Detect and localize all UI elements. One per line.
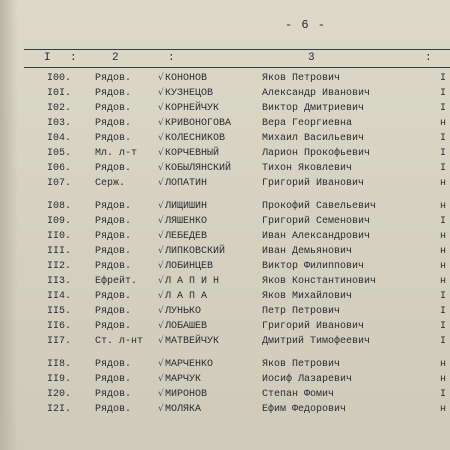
check-mark: √ [158,133,164,143]
status-code: I [440,73,447,84]
status-code: н [440,118,447,129]
given-name: Степан Фомич [262,389,335,400]
column-header-2: 2 [112,52,119,64]
column-separator: : [168,52,175,64]
surname: МАТВЕЙЧУК [165,336,220,347]
surname: ЛОБИНЦЕВ [165,261,214,272]
check-mark: √ [158,88,164,98]
check-mark: √ [158,374,164,384]
status-code: н [440,178,447,189]
rank: Рядов. [95,103,132,114]
check-mark: √ [158,73,164,83]
row-number: II8. [47,359,72,370]
page-number: - 6 - [285,18,327,32]
rank: Рядов. [95,389,132,400]
list-item [0,321,450,336]
row-number: II9. [47,374,72,385]
list-item [0,118,450,133]
status-code: I [440,148,447,159]
status-code: I [440,163,447,174]
row-number: II7. [47,336,72,347]
row-number: I2I. [47,404,72,415]
rank: Рядов. [95,261,132,272]
list-item [0,178,450,193]
column-header-1: I [44,52,51,64]
status-code: I [440,389,447,400]
list-item [0,374,450,389]
list-item [0,133,450,148]
given-name: Иван Александрович [262,231,371,242]
status-code: н [440,374,447,385]
status-code: I [440,103,447,114]
list-item [0,163,450,178]
check-mark: √ [158,261,164,271]
check-mark: √ [158,276,164,286]
surname: Л А П А [165,291,208,302]
check-mark: √ [158,148,164,158]
rank: Ефрейт. [95,276,138,287]
rank: Рядов. [95,321,132,332]
rank: Рядов. [95,404,132,415]
status-code: н [440,404,447,415]
row-number: II4. [47,291,72,302]
given-name: Иосиф Лазаревич [262,374,353,385]
status-code: н [440,359,447,370]
surname: КРИВОНОГОВА [165,118,232,129]
surname: КОЛЕСНИКОВ [165,133,226,144]
row-number: I04. [47,133,72,144]
rank: Рядов. [95,118,132,129]
surname: ЛИПКОВСКИЙ [165,246,226,257]
surname: КОНОНОВ [165,73,208,84]
given-name: Дмитрий Тимофеевич [262,336,371,347]
given-name: Григорий Иванович [262,321,365,332]
row-number: II2. [47,261,72,272]
status-code: I [440,321,447,332]
list-item [0,276,450,291]
row-number: III. [47,246,72,257]
list-item [0,148,450,163]
rank: Рядов. [95,88,132,99]
row-number: I20. [47,389,72,400]
row-number: I07. [47,178,72,189]
list-item [0,88,450,103]
rank: Мл. л-т [95,148,138,159]
list-item [0,336,450,351]
list-item [0,246,450,261]
row-number: II3. [47,276,72,287]
check-mark: √ [158,336,164,346]
list-item [0,216,450,231]
row-number: II0. [47,231,72,242]
status-code: н [440,261,447,272]
row-number: I06. [47,163,72,174]
rank: Рядов. [95,246,132,257]
given-name: Александр Иванович [262,88,371,99]
rank: Рядов. [95,133,132,144]
status-code: I [440,291,447,302]
surname: КОРЧЕВНЫЙ [165,148,220,159]
check-mark: √ [158,246,164,256]
surname: МОЛЯКА [165,404,202,415]
rank: Рядов. [95,163,132,174]
surname: ЛОБАШЕВ [165,321,208,332]
header-rule-top [24,49,450,50]
check-mark: √ [158,178,164,188]
status-code: I [440,216,447,227]
surname: МИРОНОВ [165,389,208,400]
check-mark: √ [158,103,164,113]
given-name: Григорий Иванович [262,178,365,189]
list-item [0,359,450,374]
check-mark: √ [158,201,164,211]
row-number: II6. [47,321,72,332]
row-number: II5. [47,306,72,317]
given-name: Яков Михайлович [262,291,353,302]
list-item [0,306,450,321]
status-code: I [440,133,447,144]
given-name: Ларион Прокофьевич [262,148,371,159]
given-name: Михаил Васильевич [262,133,365,144]
column-separator: : [70,52,77,64]
surname: ЛОПАТИН [165,178,208,189]
given-name: Прокофий Савельевич [262,201,377,212]
check-mark: √ [158,389,164,399]
given-name: Петр Петрович [262,306,341,317]
surname: КУЗНЕЦОВ [165,88,214,99]
rank: Рядов. [95,73,132,84]
column-separator: : [425,52,432,64]
given-name: Вера Георгиевна [262,118,353,129]
given-name: Тихон Яковлевич [262,163,353,174]
check-mark: √ [158,216,164,226]
list-item [0,231,450,246]
status-code: н [440,276,447,287]
status-code: н [440,246,447,257]
list-item [0,261,450,276]
list-item [0,404,450,419]
given-name: Яков Петрович [262,73,341,84]
surname: ЛЕБЕДЕВ [165,231,208,242]
row-number: I00. [47,73,72,84]
check-mark: √ [158,306,164,316]
given-name: Яков Константинович [262,276,377,287]
rank: Рядов. [95,291,132,302]
surname: ЛИЩИШИН [165,201,208,212]
rank: Рядов. [95,216,132,227]
row-number: I03. [47,118,72,129]
status-code: н [440,231,447,242]
given-name: Виктор Дмитриевич [262,103,365,114]
rank: Рядов. [95,306,132,317]
list-item [0,291,450,306]
column-header-3: 3 [308,52,315,64]
status-code: I [440,306,447,317]
rank: Ст. л-нт [95,336,144,347]
rank: Серж. [95,178,126,189]
surname: КОРНЕЙЧУК [165,103,220,114]
surname: КОБЫЛЯНСКИЙ [165,163,232,174]
rank: Рядов. [95,359,132,370]
surname: МАРЧУК [165,374,202,385]
status-code: н [440,201,447,212]
check-mark: √ [158,118,164,128]
header-rule-bottom [24,67,450,68]
check-mark: √ [158,321,164,331]
status-code: I [440,336,447,347]
surname: ЛУНЬКО [165,306,202,317]
row-number: I09. [47,216,72,227]
list-item [0,103,450,118]
surname: Л А П И Н [165,276,220,287]
row-number: I02. [47,103,72,114]
check-mark: √ [158,404,164,414]
given-name: Григорий Семенович [262,216,371,227]
surname: ЛЯШЕНКО [165,216,208,227]
row-number: I08. [47,201,72,212]
list-item [0,201,450,216]
status-code: I [440,88,447,99]
row-number: I0I. [47,88,72,99]
personnel-list [0,73,450,419]
check-mark: √ [158,163,164,173]
rank: Рядов. [95,374,132,385]
given-name: Иван Демьянович [262,246,353,257]
check-mark: √ [158,231,164,241]
given-name: Ефим Федорович [262,404,347,415]
rank: Рядов. [95,201,132,212]
list-item [0,389,450,404]
check-mark: √ [158,291,164,301]
row-number: I05. [47,148,72,159]
check-mark: √ [158,359,164,369]
given-name: Яков Петрович [262,359,341,370]
list-item [0,73,450,88]
rank: Рядов. [95,231,132,242]
surname: МАРЧЕНКО [165,359,214,370]
given-name: Виктор Филиппович [262,261,365,272]
